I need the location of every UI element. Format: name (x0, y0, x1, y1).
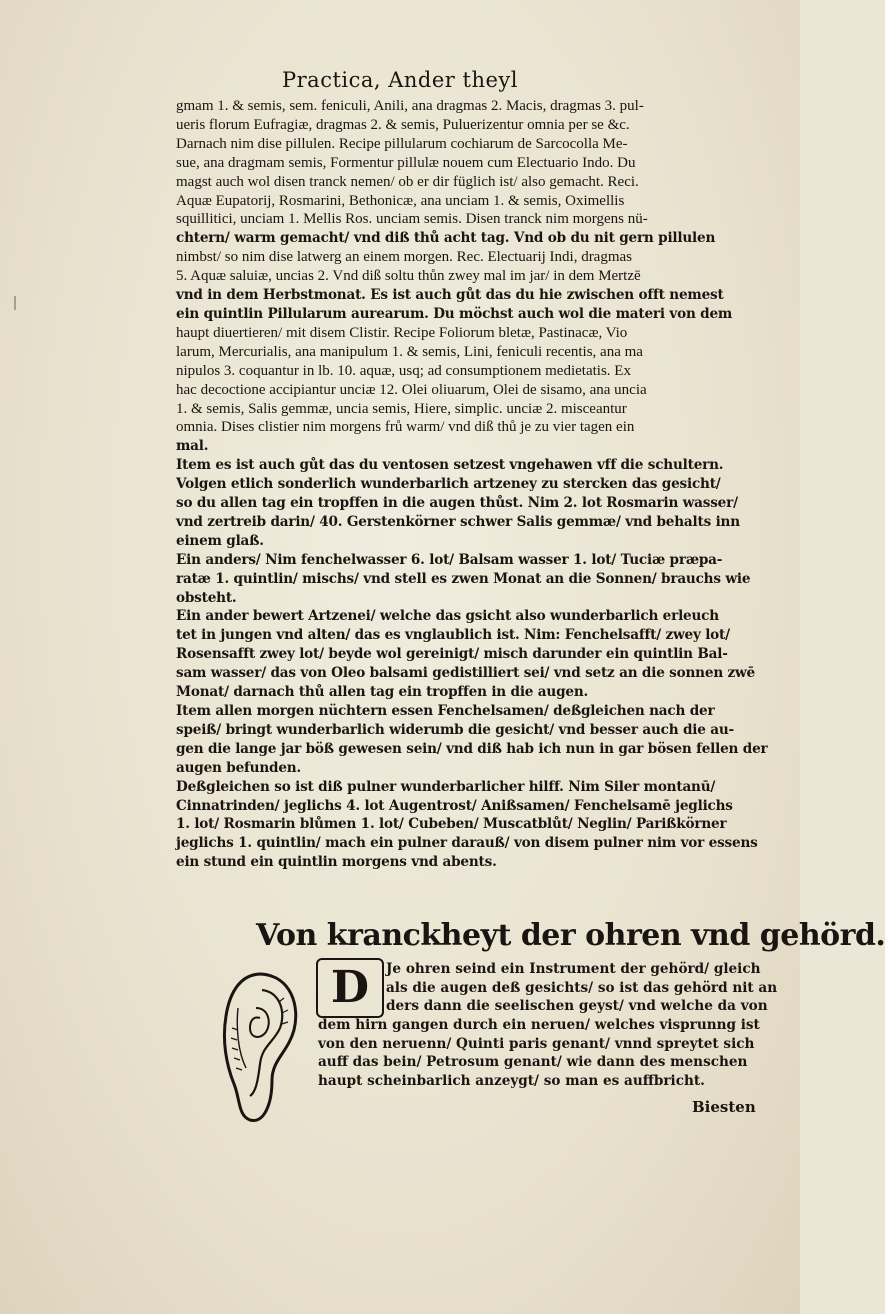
initial-capital (316, 958, 384, 1018)
text-line: vnd in dem Herbstmonat. Es ist auch gůt das du hie zwischen offt nemest (176, 287, 724, 304)
text-line: sam wasser/ das von Oleo balsami gedistilliert sei/ vnd setz an die sonnen zwē (176, 665, 756, 682)
text-line: Darnach nim dise pillulen. Recipe pillularum cochiarum de Sarcocolla Me- (176, 135, 628, 152)
text-line: nimbst/ so nim dise latwerg an einem morgen. Rec. Electuarij Indi, dragmas (176, 249, 633, 266)
text-line: ratæ 1. quintlin/ mischs/ vnd stell es zwen Monat an die Sonnen/ brauchs wie (176, 570, 751, 587)
text-line: Volgen etlich sonderlich wunderbarlich artzeney zu stercken das gesicht/ (176, 476, 721, 493)
text-line: gmam 1. & semis, sem. feniculi, Anili, ana dragmas 2. Macis, dragmas 3. pul- (176, 98, 644, 114)
section-line: von den neruenn/ Quinti paris genant/ vnnd spreytet sich (318, 1035, 755, 1052)
text-line: so du allen tag ein tropffen in die augen thůst. Nim 2. lot Rosmarin wasser/ (176, 495, 738, 512)
text-line: speiß/ bringt wunderbarlich widerumb die gesicht/ vnd besser auch die au- (176, 721, 734, 738)
text-line: Rosensafft zwey lot/ beyde wol gereinigt/ misch darunder ein quintlin Bal- (176, 646, 728, 663)
text-line: vnd zertreib darin/ 40. Gerstenkörner schwer Salis gemmæ/ vnd behalts inn (176, 513, 740, 530)
text-line: squillitici, unciam 1. Mellis Ros. unciam semis. Disen tranck nim morgens nü- (176, 211, 648, 228)
text-line: Cinnatrinden/ jeglichs 4. lot Augentrost/ Anißsamen/ Fenchelsamē jeglichs (176, 797, 733, 814)
ear-woodcut-icon (216, 968, 306, 1128)
section-line: haupt scheinbarlich anzeygt/ so man es auffbricht. (318, 1072, 705, 1089)
text-line: omnia. Dises clistier nim morgens frů warm/ vnd diß thů je zu vier tagen ein (176, 419, 635, 436)
initial-letter: D (330, 962, 370, 1013)
section-heading: Von kranckheyt der ohren vnd gehörd. (256, 918, 885, 953)
text-line: gen die lange jar böß gewesen sein/ vnd diß hab ich nun in gar bösen fellen der (176, 740, 768, 757)
text-line: einem glaß. (176, 532, 264, 549)
text-line: Deßgleichen so ist diß pulner wunderbarlicher hilff. Nim Siler montanū/ (176, 778, 716, 795)
text-line: Ein ander bewert Artzenei/ welche das gsicht also wunderbarlich erleuch (176, 608, 719, 625)
section-line: Je ohren seind ein Instrument der gehörd/ gleich (386, 961, 761, 977)
text-line: ein quintlin Pillularum aurearum. Du möchst auch wol die materi von dem (176, 305, 733, 322)
running-head: Practica, Ander theyl (282, 68, 518, 92)
section-line: als die augen deß gesichts/ so ist das gehörd nit an (386, 979, 778, 996)
text-line: sue, ana dragmam semis, Formentur pillulæ nouem cum Electuario Indo. Du (176, 154, 636, 171)
text-line: magst auch wol disen tranck nemen/ ob er dir füglich ist/ also gemacht. Reci. (176, 173, 639, 190)
text-line: jeglichs 1. quintlin/ mach ein pulner darauß/ von disem pulner nim vor essens (176, 835, 758, 852)
section-text (318, 1016, 764, 1090)
text-line: obsteht. (176, 589, 237, 606)
text-line: Item allen morgen nüchtern essen Fenchelsamen/ deßgleichen nach der (176, 703, 715, 719)
text-line: Ein anders/ Nim fenchelwasser 6. lot/ Balsam wasser 1. lot/ Tuciæ præpa- (176, 551, 723, 568)
text-line: 5. Aquæ saluiæ, uncias 2. Vnd diß soltu thůn zwey mal im jar/ in dem Mertzē (176, 268, 641, 285)
catchword: Biesten (692, 1098, 756, 1116)
section-line: ders dann die seelischen geyst/ vnd welche da von (386, 998, 768, 1015)
text-line: 1. lot/ Rosmarin blůmen 1. lot/ Cubeben/ Muscatblůt/ Neglin/ Parißkörner (176, 816, 727, 833)
text-line: mal. (176, 438, 209, 455)
body-text (176, 97, 768, 872)
text-line: chtern/ warm gemacht/ vnd diß thů acht tag. Vnd ob du nit gern pillulen (176, 230, 716, 247)
text-line: haupt diuertieren/ mit disem Clistir. Recipe Foliorum bletæ, Pastinacæ, Vio (176, 324, 628, 341)
text-line: augen befunden. (176, 759, 301, 776)
text-line: Aquæ Eupatorij, Rosmarini, Bethonicæ, ana unciam 1. & semis, Oximellis (176, 192, 625, 209)
text-line: 1. & semis, Salis gemmæ, uncia semis, Hiere, simplic. unciæ 2. misceantur (176, 400, 627, 417)
text-line: ein stund ein quintlin morgens vnd abents. (176, 854, 497, 871)
margin-mark (12, 296, 18, 310)
text-line: Item es ist auch gůt das du ventosen setzest vngehawen vff die schultern. (176, 457, 724, 474)
text-line: ueris florum Eufragiæ, dragmas 2. & semis, Puluerizentur omnia per se &c. (176, 116, 630, 133)
text-line: Monat/ darnach thů allen tag ein tropffen in die augen. (176, 684, 589, 701)
text-line: tet in jungen vnd alten/ das es vnglaublich ist. Nim: Fenchelsafft/ zwey lot/ (176, 627, 730, 644)
section-line: dem hirn gangen durch ein neruen/ welches visprunng ist (318, 1017, 760, 1033)
section-text-beside-initial (386, 960, 778, 1016)
text-line: nipulos 3. coquantur in lb. 10. aquæ, usq; ad consumptionem medietatis. Ex (176, 362, 631, 379)
text-line: larum, Mercurialis, ana manipulum 1. & semis, Lini, feniculi recentis, ana ma (176, 343, 643, 360)
section-line: auff das bein/ Petrosum genant/ wie dann des menschen (318, 1054, 748, 1071)
text-line: hac decoctione accipiantur unciæ 12. Olei oliuarum, Olei de sisamo, ana uncia (176, 381, 647, 398)
